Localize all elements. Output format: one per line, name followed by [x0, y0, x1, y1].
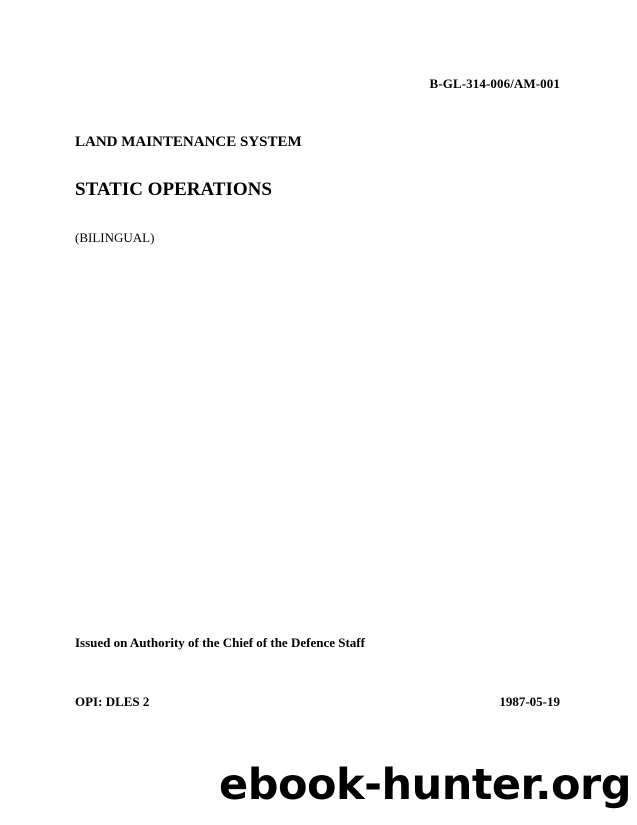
system-title: LAND MAINTENANCE SYSTEM	[75, 134, 302, 150]
subtitle: (BILINGUAL)	[75, 230, 155, 245]
opi-label: OPI: DLES 2	[75, 694, 150, 709]
watermark: ebook-hunter.org	[219, 760, 631, 810]
authority-statement: Issued on Authority of the Chief of the Defence Staff	[75, 635, 365, 650]
page-title: STATIC OPERATIONS	[75, 179, 272, 200]
document-number: B-GL-314-006/AM-001	[429, 76, 560, 91]
issue-date: 1987-05-19	[499, 694, 560, 709]
